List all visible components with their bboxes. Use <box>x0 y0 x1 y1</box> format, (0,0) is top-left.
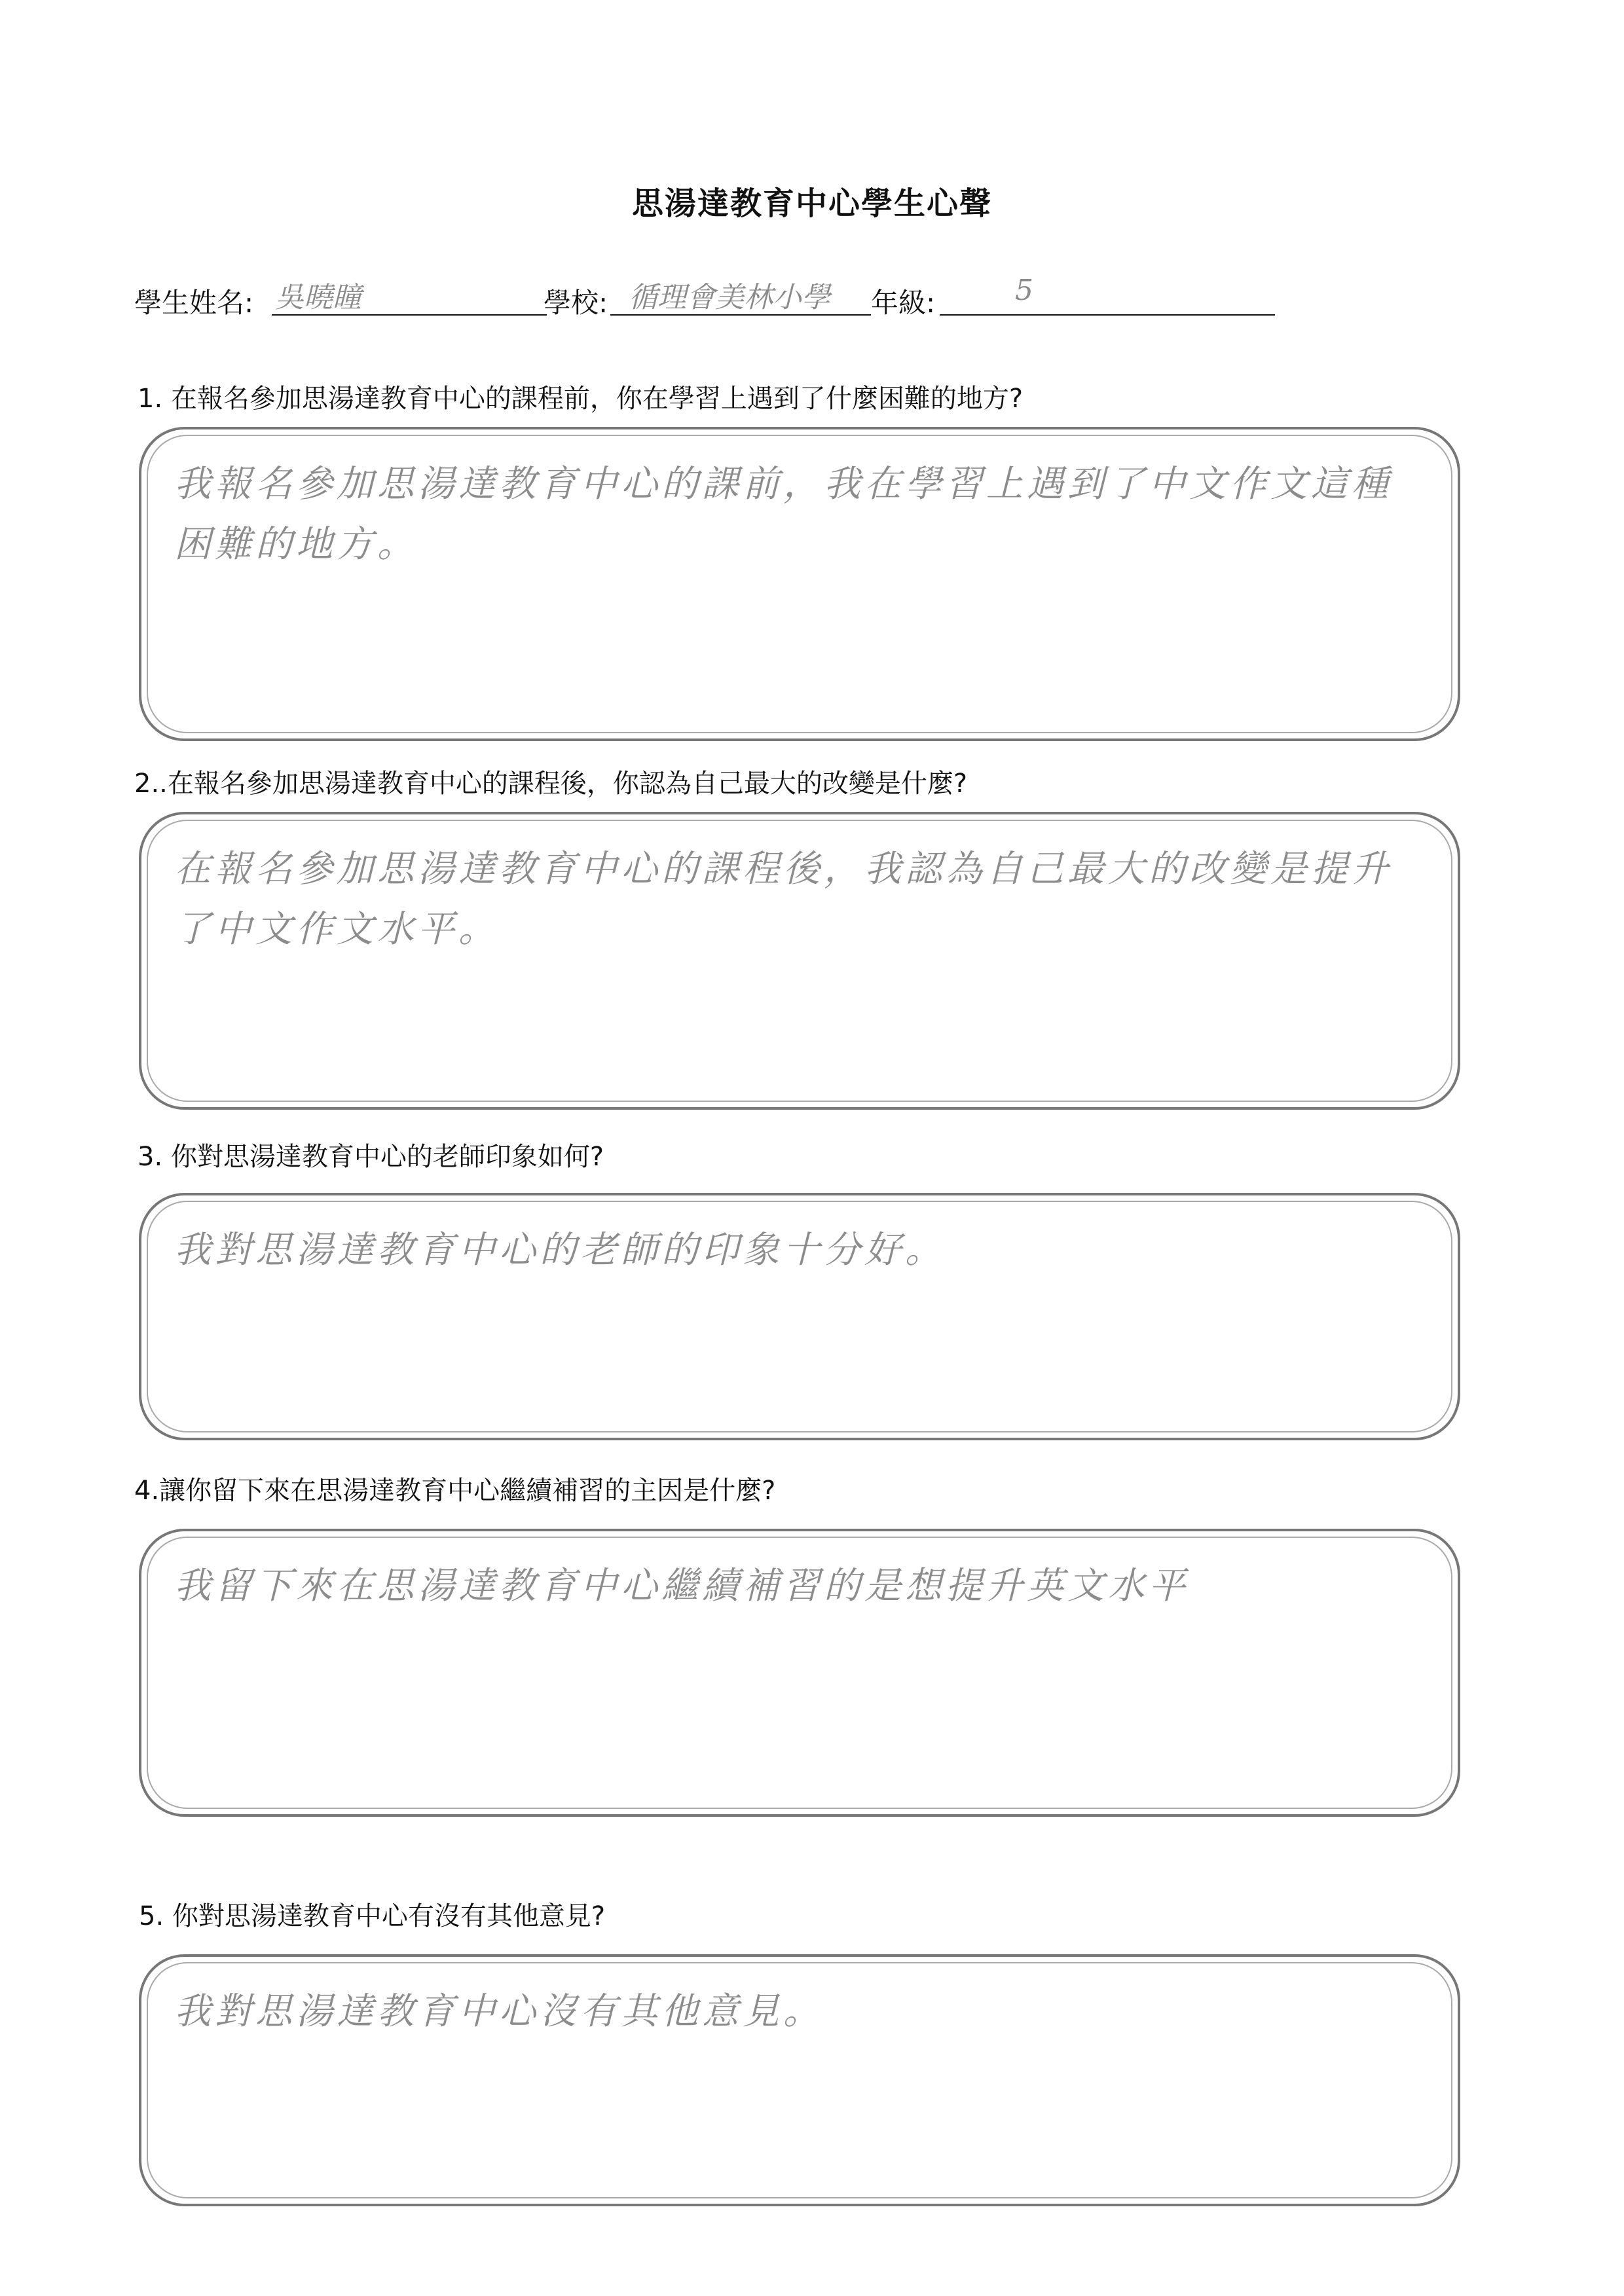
answer-3-text: 我對思湯達教育中心的老師的印象十分好。 <box>174 1229 946 1271</box>
question-2: 2..在報名參加思湯達教育中心的課程後，你認為自己最大的改變是什麼? <box>134 769 968 799</box>
grade-label: 年級: <box>871 287 936 319</box>
question-3: 3. 你對思湯達教育中心的老師印象如何? <box>138 1142 604 1172</box>
school-value[interactable]: 循理會美林小學 <box>629 281 830 314</box>
answer-2-text: 在報名參加思湯達教育中心的課程後，我認為自己最大的改變是提升了中文作文水平。 <box>174 848 1392 951</box>
grade-line <box>940 314 1275 316</box>
grade-value[interactable]: 5 <box>1015 274 1033 307</box>
answer-box-2[interactable] <box>139 812 1460 1110</box>
school-label: 學校: <box>544 287 608 319</box>
question-5: 5. 你對思湯達教育中心有沒有其他意見? <box>139 1901 606 1931</box>
school-line <box>610 314 871 316</box>
answer-4-text: 我留下來在思湯達教育中心繼續補習的是想提升英文水平 <box>174 1565 1189 1607</box>
answer-5-text: 我對思湯達教育中心沒有其他意見。 <box>174 1990 824 2033</box>
question-4: 4.讓你留下來在思湯達教育中心繼續補習的主因是什麼? <box>134 1476 776 1506</box>
student-name-label: 學生姓名: <box>134 287 254 319</box>
question-1: 1. 在報名參加思湯達教育中心的課程前，你在學習上遇到了什麼困難的地方? <box>138 384 1024 414</box>
answer-1-text: 我報名參加思湯達教育中心的課前，我在學習上遇到了中文作文這種困難的地方。 <box>174 463 1392 566</box>
answer-box-4[interactable] <box>139 1529 1460 1817</box>
page-title: 思湯達教育中心學生心聲 <box>631 185 992 222</box>
answer-box-1[interactable] <box>139 427 1460 741</box>
answer-box-3[interactable] <box>139 1193 1460 1440</box>
student-name-value[interactable]: 吳曉瞳 <box>275 281 361 314</box>
student-name-line <box>272 314 547 316</box>
answer-box-5[interactable] <box>139 1954 1460 2206</box>
